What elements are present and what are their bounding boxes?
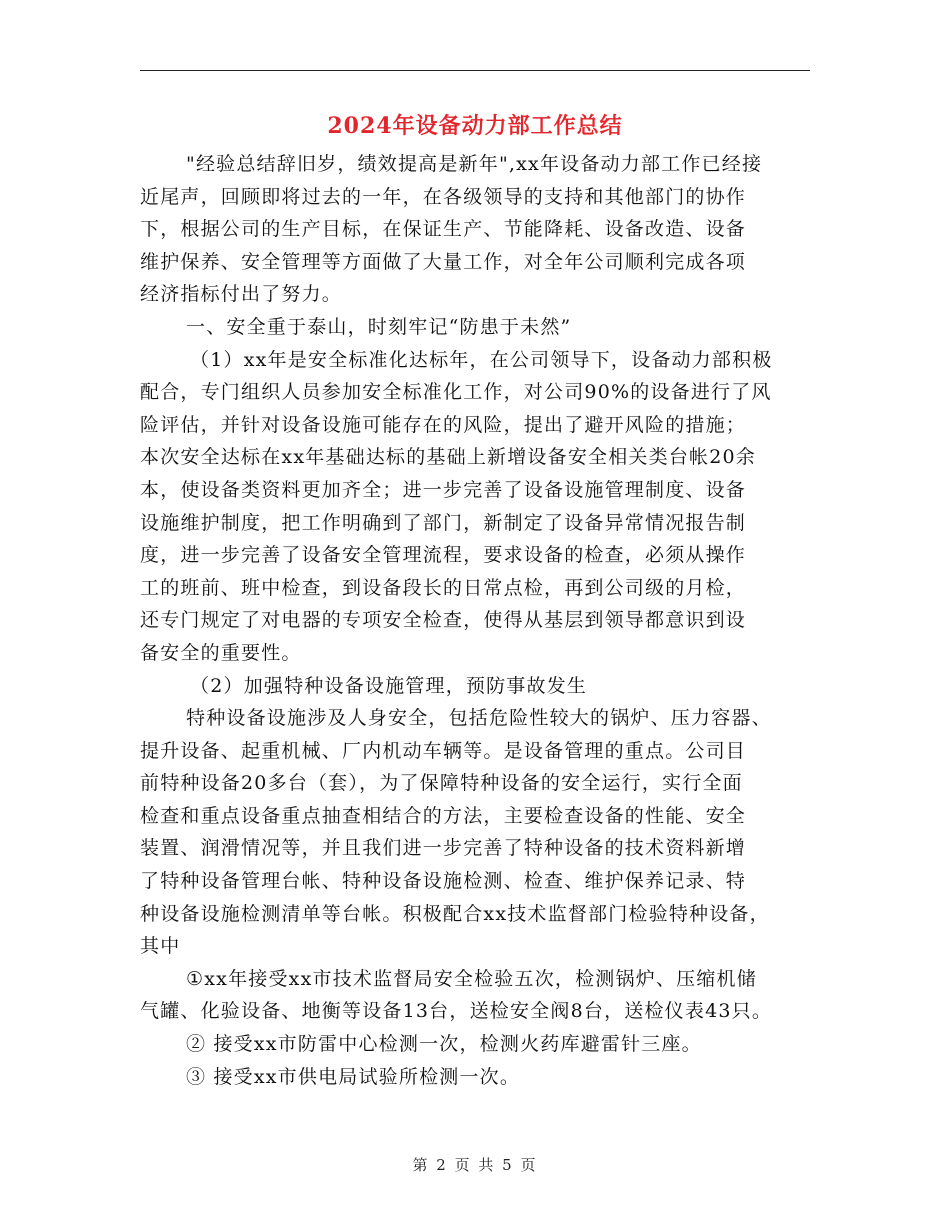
paragraph-line: 前特种设备20多台（套），为了保障特种设备的安全运行，实行全面 bbox=[140, 772, 743, 795]
paragraph-line: 经济指标付出了努力。 bbox=[140, 283, 343, 306]
paragraph-line: 种设备设施检测清单等台帐。积极配合xx技术监督部门检验特种设备， bbox=[140, 902, 770, 925]
paragraph-line: 装置、润滑情况等，并且我们进一步完善了特种设备的技术资料新增 bbox=[140, 837, 747, 860]
paragraph-line: 本，使设备类资料更加齐全；进一步完善了设备设施管理制度、设备 bbox=[140, 478, 747, 501]
list-item: ③ 接受xx市供电局试验所检测一次。 bbox=[186, 1065, 521, 1088]
paragraph-line: 工的班前、班中检查，到设备段长的日常点检，再到公司级的月检， bbox=[140, 576, 747, 599]
document-title: 2024年设备动力部工作总结 bbox=[327, 113, 623, 139]
paragraph-line: "经验总结辞旧岁，绩效提高是新年",xx年设备动力部工作已经接 bbox=[186, 153, 763, 175]
paragraph-line: 险评估，并针对设备设施可能存在的风险，提出了避开风险的措施； bbox=[140, 413, 747, 436]
paragraph-line: 了特种设备管理台帐、特种设备设施检测、检查、维护保养记录、特 bbox=[140, 870, 747, 893]
paragraph-line: 度，进一步完善了设备安全管理流程，要求设备的检查，必须从操作 bbox=[140, 544, 747, 567]
paragraph-line: 备安全的重要性。 bbox=[140, 641, 302, 664]
list-item: ② 接受xx市防雷中心检测一次，检测火药库避雷针三座。 bbox=[186, 1033, 702, 1056]
paragraph-line: 下，根据公司的生产目标，在保证生产、节能降耗、设备改造、设备 bbox=[140, 218, 747, 241]
paragraph-line: 维护保养、安全管理等方面做了大量工作，对全年公司顺利完成各项 bbox=[140, 250, 747, 273]
paragraph-line: 检查和重点设备重点抽查相结合的方法，主要检查设备的性能、安全 bbox=[140, 804, 747, 827]
paragraph-line: 还专门规定了对电器的专项安全检查，使得从基层到领导都意识到设 bbox=[140, 609, 747, 632]
document-body bbox=[140, 148, 830, 1093]
paragraph-line: 其中 bbox=[140, 935, 181, 958]
paragraph-line: 特种设备设施涉及人身安全，包括危险性较大的锅炉、压力容器、 bbox=[186, 707, 772, 730]
paragraph-line: 配合，专门组织人员参加安全标准化工作，对公司90%的设备进行了风 bbox=[140, 381, 772, 404]
section-heading: 一、安全重于泰山，时刻牢记“防患于未然” bbox=[186, 315, 572, 338]
subsection-heading: （2）加强特种设备设施管理，预防事故发生 bbox=[190, 674, 588, 697]
header-rule bbox=[140, 70, 810, 71]
paragraph-line: （1）xx年是安全标准化达标年，在公司领导下，设备动力部积极 bbox=[190, 348, 773, 371]
paragraph-line: 提升设备、起重机械、厂内机动车辆等。是设备管理的重点。公司目 bbox=[140, 739, 747, 762]
paragraph-line: 近尾声，回顾即将过去的一年，在各级领导的支持和其他部门的协作 bbox=[140, 185, 747, 208]
list-item: ①xx年接受xx市技术监督局安全检验五次，检测锅炉、压缩机储 bbox=[186, 967, 757, 990]
page-number: 第 2 页 共 5 页 bbox=[412, 1156, 538, 1174]
paragraph-line: 本次安全达标在xx年基础达标的基础上新增设备安全相关类台帐20余 bbox=[140, 446, 757, 469]
paragraph-line: 气罐、化验设备、地衡等设备13台，送检安全阀8台，送检仪表43只。 bbox=[140, 1000, 773, 1023]
paragraph-line: 设施维护制度，把工作明确到了部门，新制定了设备异常情况报告制 bbox=[140, 511, 747, 534]
